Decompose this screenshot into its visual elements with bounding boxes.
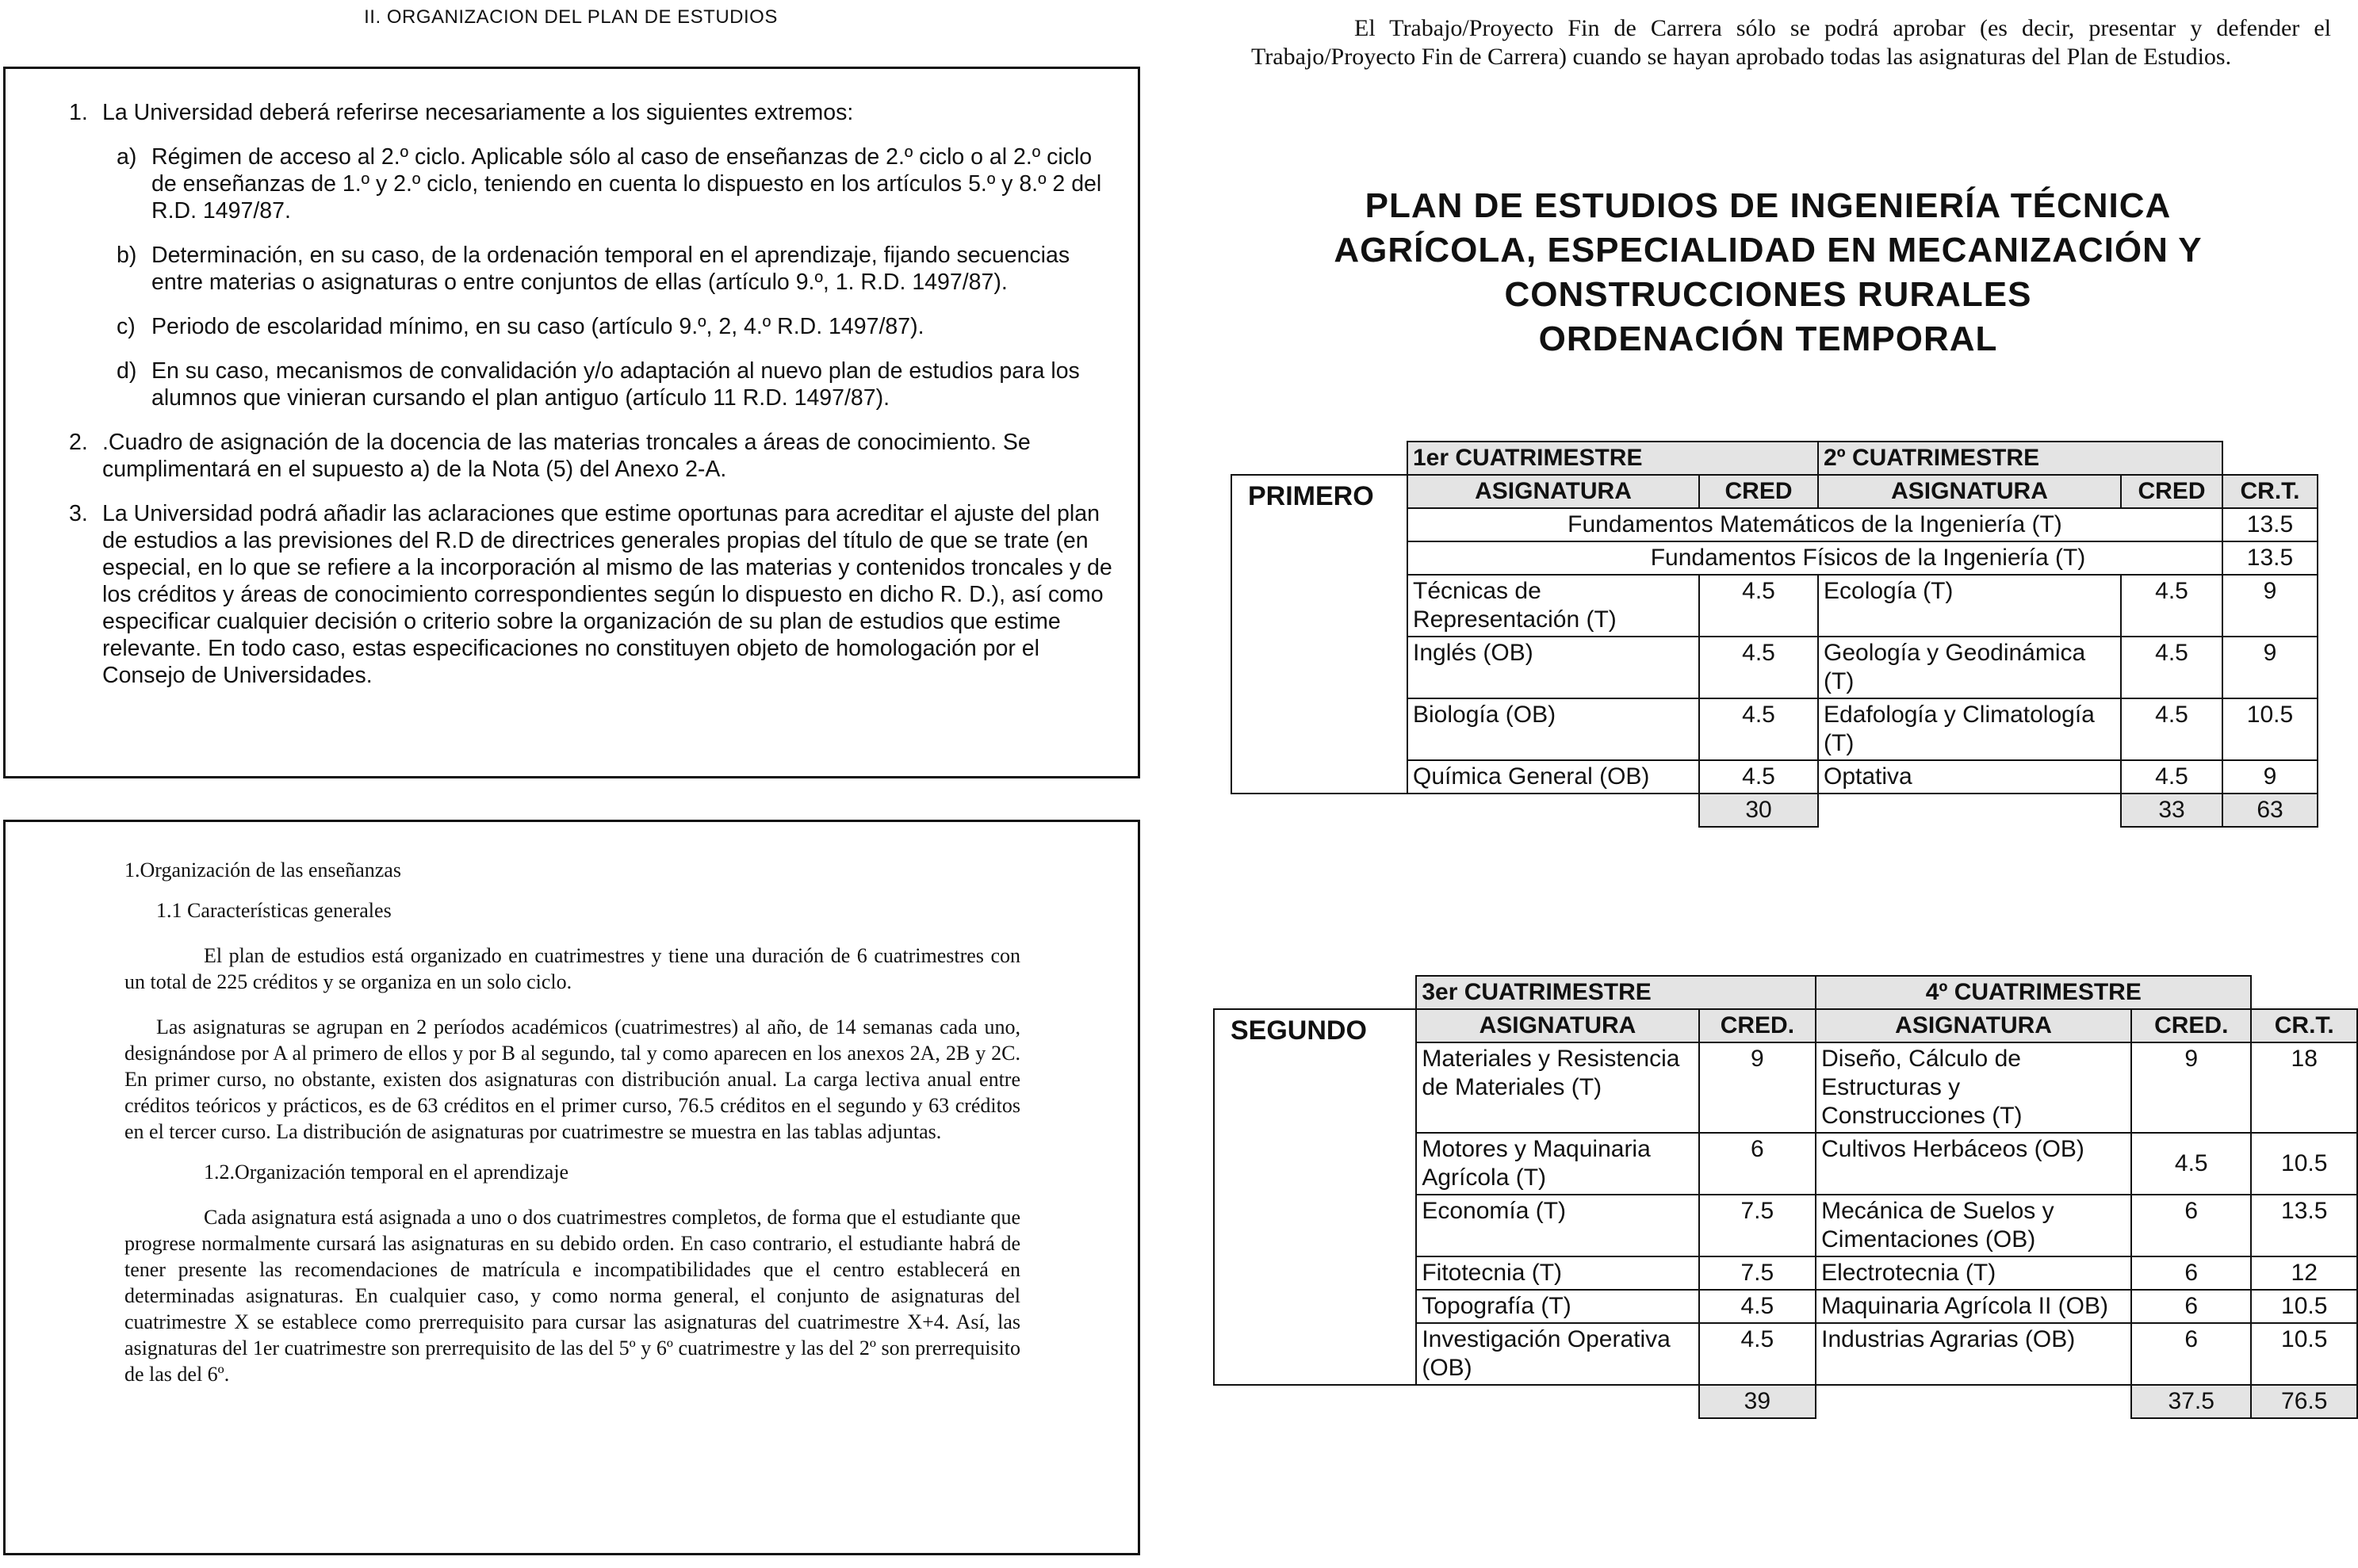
year-label: SEGUNDO <box>1214 1009 1416 1385</box>
subject-cell: Topografía (T) <box>1416 1290 1698 1323</box>
notes-list <box>69 99 1116 706</box>
subject-cell: Cultivos Herbáceos (OB) <box>1816 1133 2131 1195</box>
credits-cell: 6 <box>1699 1133 1816 1195</box>
subject-cell: Investigación Operativa (OB) <box>1416 1323 1698 1385</box>
subject-cell: Geología y Geodinámica (T) <box>1818 637 2121 698</box>
org-paragraph: Las asignaturas se agrupan en 2 períodos académicos (cuatrimestres) al año, de 14 semanas cada uno, designándose por A al primero de ellos y por B al segundo, tal y como aparecen en los anexos 2A, 2B y 2C. En primer curso, no obstante, existen dos asignaturas con distribución anual. La carga lectiva anual entre créditos teóricos y prácticos, es de 63 créditos en el primer curso, 76.5 créditos en el segundo y 63 créditos en el tercer curso. La distribución de asignaturas por cuatrimestre se muestra en las tablas adjuntas. <box>124 1015 1020 1143</box>
credits-cell: 4.5 <box>1699 637 1818 698</box>
note-number: 3. <box>69 501 88 526</box>
note-subitem <box>117 242 1116 296</box>
credits-cell: 9 <box>1699 1042 1816 1133</box>
column-header: ASIGNATURA <box>1416 1009 1698 1042</box>
plan-title-line: CONSTRUCCIONES RURALES <box>1504 275 2032 314</box>
year-total: 63 <box>2222 794 2318 827</box>
credits-cell: 4.5 <box>1699 1323 1816 1385</box>
column-header: CRED. <box>2131 1009 2251 1042</box>
note-subitem-text: Determinación, en su caso, de la ordenación temporal en el aprendizaje, fijando secuencias entre materias o asignaturas o entre conjuntos de ellas (artículo 9.º, 1. R.D. 1497/87). <box>151 243 1070 295</box>
right-paragraph: El Trabajo/Proyecto Fin de Carrera sólo se podrá aprobar (es decir, presentar y defender el Trabajo/Proyecto Fin de Carrera) cuando se hayan aprobado todas las asignaturas del Plan de Estudios. <box>1251 15 2331 70</box>
semester-header: 2º CUATRIMESTRE <box>1818 442 2222 475</box>
annual-subject: Fundamentos Matemáticos de la Ingeniería (T) <box>1407 508 2222 541</box>
column-header: CRED. <box>1699 1009 1816 1042</box>
org-subheading: 1.1 Características generales <box>156 899 392 922</box>
plan-title-line: PLAN DE ESTUDIOS DE INGENIERÍA TÉCNICA <box>1365 186 2172 225</box>
credits-cell: 4.5 <box>2121 575 2222 637</box>
plan-title-line: AGRÍCOLA, ESPECIALIDAD EN MECANIZACIÓN Y <box>1334 231 2203 270</box>
org-paragraph: Cada asignatura está asignada a uno o dos cuatrimestres completos, de forma que el estudiante que progrese normalmente cursará las asignaturas en su debido orden. En caso contrario, el estudiante habrá de tener presente las recomendaciones de matrícula e incompatibilidades que el centro establecerá en determinadas asignaturas. En cualquier caso, y como norma general, el conjunto de asignaturas del cuatrimestre X se establece como prerrequisito para cursar las asignaturas del cuatrimestre X+4. Así, las asignaturas del 1er cuatrimestre son prerrequisito de las del 5º y 6º cuatrimestre y las del 2º son prerrequisito de las del 6º. <box>124 1206 1020 1386</box>
note-item <box>69 99 1116 126</box>
column-header: CRED <box>2121 475 2222 508</box>
org-subheading: 1.2.Organización temporal en el aprendizaje <box>204 1161 569 1184</box>
note-number: 1. <box>69 100 88 125</box>
credits-cell: 7.5 <box>1699 1195 1816 1256</box>
note-subitem-text: En su caso, mecanismos de convalidación y/o adaptación al nuevo plan de estudios para los alumnos que vinieran cursando el plan antiguo (artículo 11 R.D. 1497/87). <box>151 358 1080 411</box>
note-subitem-letter: b) <box>117 243 137 268</box>
note-subitem <box>117 143 1116 224</box>
credits-cell: 6 <box>2131 1290 2251 1323</box>
note-subitem <box>117 313 1116 340</box>
plan-title <box>1300 184 2236 361</box>
column-header: CR.T. <box>2251 1009 2357 1042</box>
credits-cell: 4.5 <box>1699 760 1818 794</box>
semester-header: 4º CUATRIMESTRE <box>1816 976 2251 1009</box>
semester-header: 1er CUATRIMESTRE <box>1407 442 1818 475</box>
semester-total: 30 <box>1699 794 1818 827</box>
total-credits-cell: 10.5 <box>2251 1133 2357 1195</box>
subject-cell: Materiales y Resistencia de Materiales (T) <box>1416 1042 1698 1133</box>
subject-cell: Industrias Agrarias (OB) <box>1816 1323 2131 1385</box>
total-credits-cell: 9 <box>2222 760 2318 794</box>
column-header: ASIGNATURA <box>1816 1009 2131 1042</box>
column-header: CR.T. <box>2222 475 2318 508</box>
subject-cell: Diseño, Cálculo de Estructuras y Construcciones (T) <box>1816 1042 2131 1133</box>
total-credits-cell: 10.5 <box>2251 1290 2357 1323</box>
subject-cell: Técnicas de Representación (T) <box>1407 575 1699 637</box>
credits-cell: 4.5 <box>2121 698 2222 760</box>
subject-cell: Inglés (OB) <box>1407 637 1699 698</box>
credits-cell: 4.5 <box>2121 760 2222 794</box>
column-header: CRED <box>1699 475 1818 508</box>
note-item <box>69 429 1116 483</box>
table-totals-row <box>1214 1385 2357 1418</box>
subject-cell: Motores y Maquinaria Agrícola (T) <box>1416 1133 1698 1195</box>
note-subitem-text: Periodo de escolaridad mínimo, en su caso (artículo 9.º, 2, 4.º R.D. 1497/87). <box>151 314 924 339</box>
total-credits-cell: 10.5 <box>2251 1323 2357 1385</box>
total-credits-cell: 9 <box>2222 575 2318 637</box>
subject-cell: Mecánica de Suelos y Cimentaciones (OB) <box>1816 1195 2131 1256</box>
plan-table-first-year <box>1231 441 2318 828</box>
note-subitem <box>117 358 1116 411</box>
note-number: 2. <box>69 430 88 455</box>
total-credits-cell: 12 <box>2251 1256 2357 1290</box>
note-subitem-letter: a) <box>117 144 137 170</box>
organization-text <box>124 846 1020 1387</box>
table-totals-row <box>1231 794 2318 827</box>
section-heading: II. ORGANIZACION DEL PLAN DE ESTUDIOS <box>364 6 778 28</box>
organization-box <box>3 820 1140 1555</box>
note-subitem-text: Régimen de acceso al 2.º ciclo. Aplicable sólo al caso de enseñanzas de 2.º ciclo o al 2.º ciclo de enseñanzas de 1.º y 2.º ciclo, teniendo en cuenta lo dispuesto en los artículos 5.º y 8.º 2 del R.D. 1497/87. <box>151 144 1102 224</box>
credits-cell: 4.5 <box>1699 575 1818 637</box>
plan-title-line: ORDENACIÓN TEMPORAL <box>1538 319 1998 358</box>
semester-total: 33 <box>2121 794 2222 827</box>
notes-box <box>3 67 1140 778</box>
subject-cell: Edafología y Climatología (T) <box>1818 698 2121 760</box>
year-total: 76.5 <box>2251 1385 2357 1418</box>
credits-cell: 6 <box>2131 1323 2251 1385</box>
table-semester-row <box>1214 976 2357 1009</box>
credits-cell: 7.5 <box>1699 1256 1816 1290</box>
credits-cell: 6 <box>2131 1256 2251 1290</box>
subject-cell: Química General (OB) <box>1407 760 1699 794</box>
subject-cell: Economía (T) <box>1416 1195 1698 1256</box>
credits-cell: 4.5 <box>1699 1290 1816 1323</box>
subject-cell: Maquinaria Agrícola II (OB) <box>1816 1290 2131 1323</box>
note-item <box>69 500 1116 689</box>
note-text: .Cuadro de asignación de la docencia de las materias troncales a áreas de conocimiento. Se cumplimentará en el supuesto a) de la Nota (5) del Anexo 2-A. <box>102 430 1031 482</box>
note-subitem-letter: c) <box>117 314 136 339</box>
note-text: La Universidad podrá añadir las aclaraciones que estime oportunas para acreditar el ajuste del plan de estudios a las previsiones del R.D de directrices generales propias del título de que se trate (en especial, en lo que se refiere a la incorporación al mismo de las materias y contenidos troncales y de los créditos y áreas de conocimiento correspondientes según lo dispuesto en dicho R. D.), así como especificar cualquier decisión o criterio sobre la organización de su plan de estudios que estime relevante. En todo caso, estas especificaciones no constituyen objeto de homologación por el Consejo de Universidades. <box>102 501 1112 688</box>
credits-cell: 6 <box>2131 1195 2251 1256</box>
column-header: ASIGNATURA <box>1818 475 2121 508</box>
note-text: La Universidad deberá referirse necesariamente a los siguientes extremos: <box>102 100 854 125</box>
semester-header: 3er CUATRIMESTRE <box>1416 976 1816 1009</box>
column-header: ASIGNATURA <box>1407 475 1699 508</box>
total-credits-cell: 13.5 <box>2222 508 2318 541</box>
subject-cell: Optativa <box>1818 760 2121 794</box>
credits-cell: 4.5 <box>2131 1133 2251 1195</box>
semester-total: 37.5 <box>2131 1385 2251 1418</box>
table-semester-row <box>1231 442 2318 475</box>
subject-cell: Fitotecnia (T) <box>1416 1256 1698 1290</box>
org-paragraph: El plan de estudios está organizado en cuatrimestres y tiene una duración de 6 cuatrimestres con un total de 225 créditos y se organiza en un solo ciclo. <box>124 944 1020 993</box>
total-credits-cell: 13.5 <box>2251 1195 2357 1256</box>
semester-total: 39 <box>1699 1385 1816 1418</box>
org-heading: 1.Organización de las enseñanzas <box>124 859 401 882</box>
total-credits-cell: 13.5 <box>2222 541 2318 575</box>
total-credits-cell: 18 <box>2251 1042 2357 1133</box>
subject-cell: Biología (OB) <box>1407 698 1699 760</box>
table-header-row <box>1231 475 2318 508</box>
table-header-row <box>1214 1009 2357 1042</box>
total-credits-cell: 10.5 <box>2222 698 2318 760</box>
year-label: PRIMERO <box>1231 475 1407 794</box>
subject-cell: Ecología (T) <box>1818 575 2121 637</box>
note-subitem-letter: d) <box>117 358 137 384</box>
credits-cell: 9 <box>2131 1042 2251 1133</box>
credits-cell: 4.5 <box>1699 698 1818 760</box>
plan-table-second-year <box>1213 975 2358 1419</box>
credits-cell: 4.5 <box>2121 637 2222 698</box>
subject-cell: Electrotecnia (T) <box>1816 1256 2131 1290</box>
annual-subject: Fundamentos Físicos de la Ingeniería (T) <box>1407 541 2222 575</box>
total-credits-cell: 9 <box>2222 637 2318 698</box>
